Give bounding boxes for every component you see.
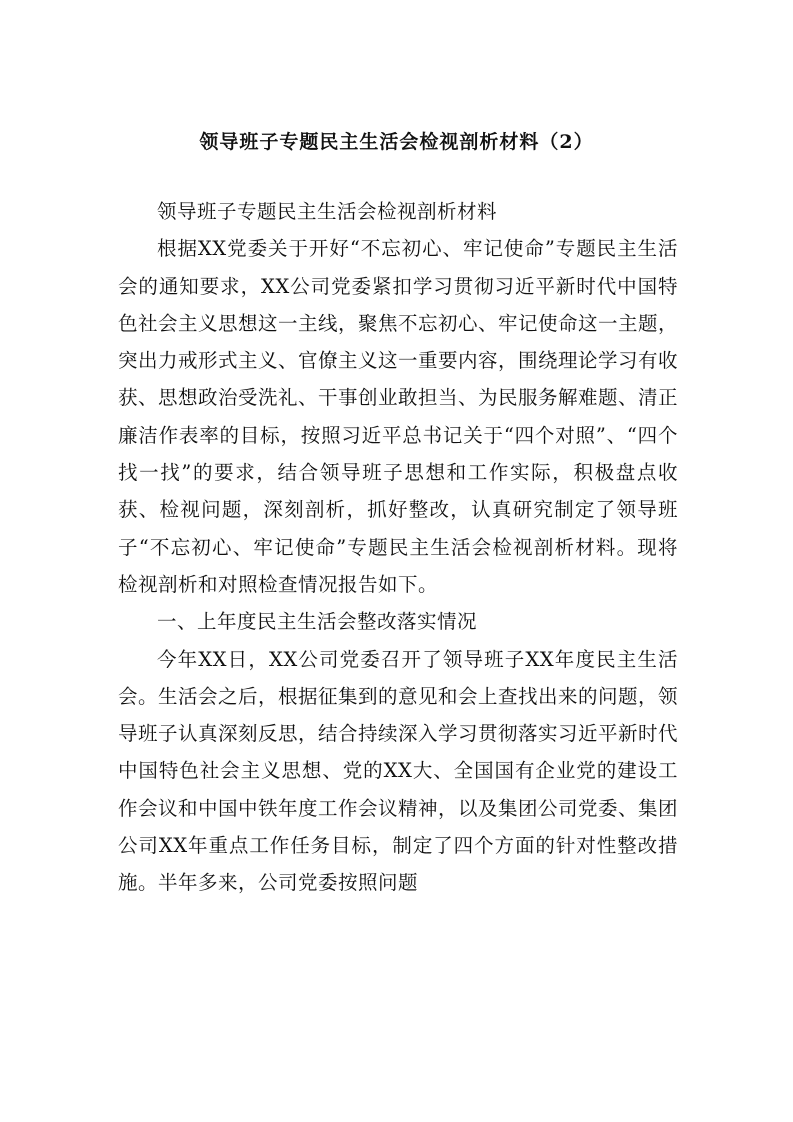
document-title: 领导班子专题民主生活会检视剖析材料（2） [199,131,594,153]
section-heading: 一、上年度民主生活会整改落实情况 [157,610,478,634]
subtitle-paragraph: 领导班子专题民主生活会检视剖析材料 [157,200,498,223]
section-paragraph: 今年XX日，XX公司党委召开了领导班子XX年度民主生活会。生活会之后，根据征集到的意见和会上查找出来的问题，领导班子认真深刻反思，结合持续深入学习贯彻落实习近平新时代中国特色社会主义思想、党的XX大、全国国有企业党的建设工作会议和中国中铁年度工作会议精神，以及集团公司党委、集团公司XX年重点工作任务目标，制定了四个方面的针对性整改措施。半年多来，公司党委按照问题 [118,647,679,895]
intro-paragraph: 根据XX党委关于开好“不忘初心、牢记使命”专题民主生活会的通知要求，XX公司党委紧扣学习贯彻习近平新时代中国特色社会主义思想这一主线，聚焦不忘初心、牢记使命这一主题，突出力戒形式主义、官僚主义这一重要内容，围绕理论学习有收获、思想政治受洗礼、干事创业敢担当、为民服务解难题、清正廉洁作表率的目标，按照习近平总书记关于“四个对照”、“四个找一找”的要求，结合领导班子思想和工作实际，积极盘点收获、检视问题，深刻剖析，抓好整改，认真研究制定了领导班子“不忘初心、牢记使命”专题民主生活会检视剖析材料。现将检视剖析和对照检查情况报告如下。 [118,237,679,596]
document-body [118,193,678,902]
